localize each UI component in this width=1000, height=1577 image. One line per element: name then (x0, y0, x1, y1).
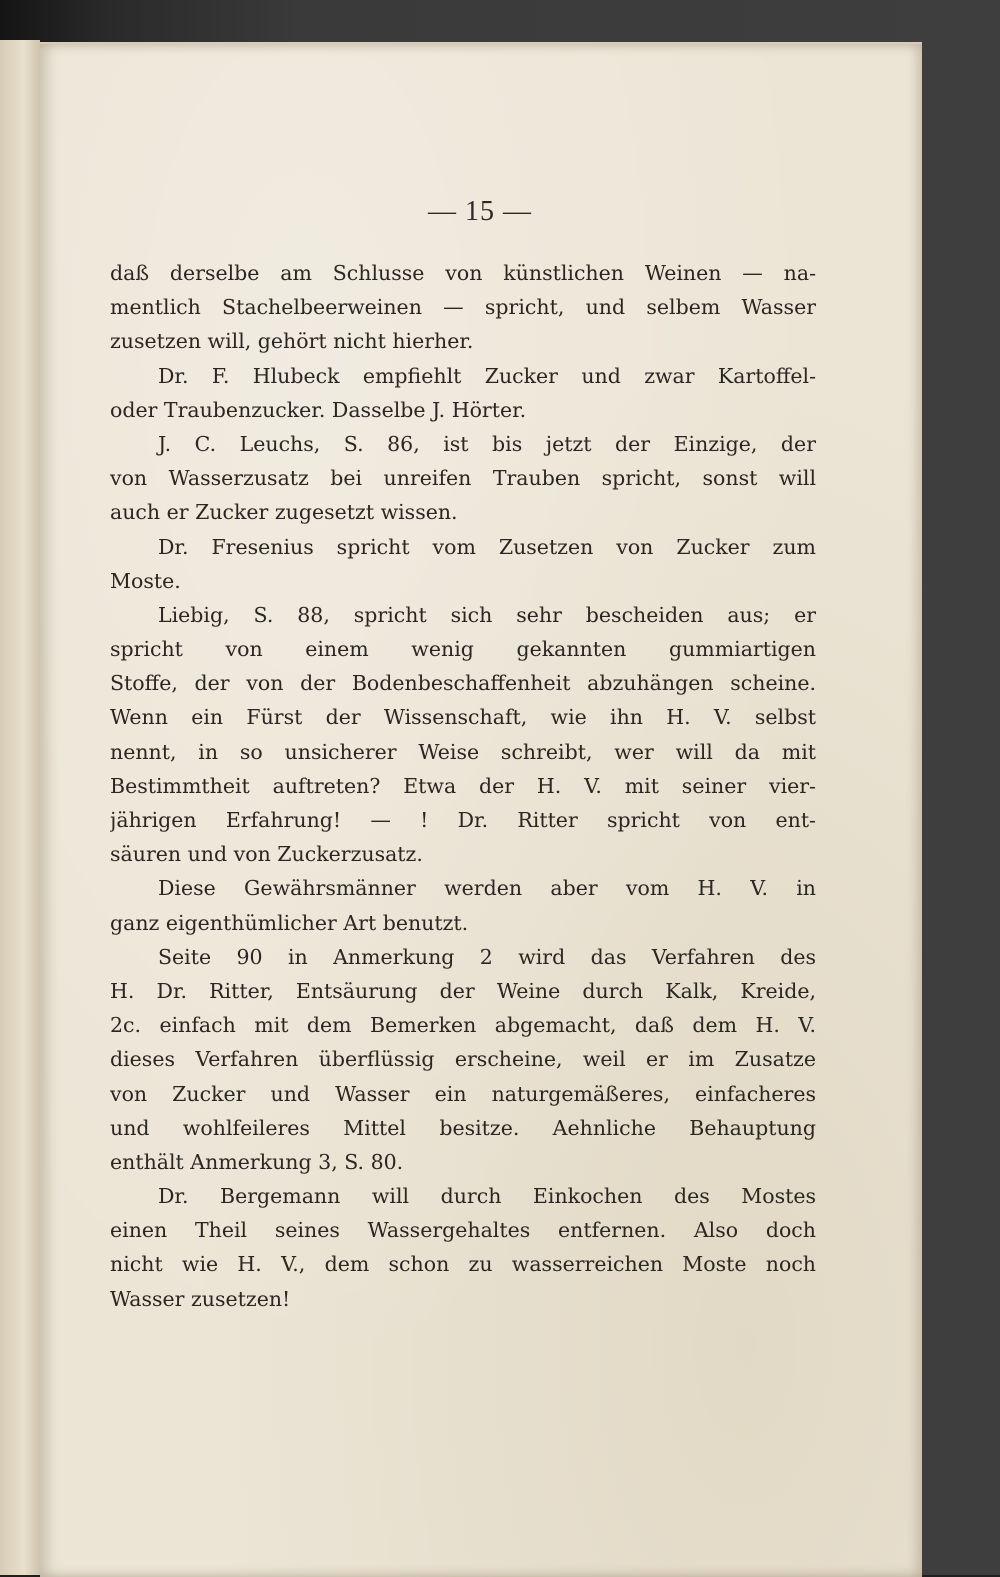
text-line: von Wasserzusatz bei unreifen Trauben spricht, sonst will (110, 466, 816, 491)
text-line: Stoffe, der von der Bodenbeschaffenheit abzuhängen scheine. (110, 671, 816, 696)
text-line: Dr. F. Hlubeck empfiehlt Zucker und zwar Kartoffel- (158, 363, 816, 388)
page-number: — 15 — (428, 196, 532, 227)
text-line: Diese Gewährsmänner werden aber vom H. V. in (158, 876, 816, 901)
text-line: H. Dr. Ritter, Entsäurung der Weine durch Kalk, Kreide, (110, 978, 816, 1003)
text-line: von Zucker und Wasser ein naturgemäßeres, einfacheres (110, 1081, 816, 1106)
book-page (40, 42, 922, 1577)
text-line: und wohlfeileres Mittel besitze. Aehnliche Behauptung (110, 1115, 816, 1140)
text-line: nicht wie H. V., dem schon zu wasserreichen Moste noch (110, 1252, 816, 1277)
text-line: Dr. Bergemann will durch Einkochen des Mostes (158, 1184, 816, 1209)
text-line: Moste. (110, 568, 181, 593)
text-line: nennt, in so unsicherer Weise schreibt, wer will da mit (110, 739, 816, 764)
text-line: spricht von einem wenig gekannten gummiartigen (110, 637, 816, 662)
text-line: Wasser zusetzen! (110, 1286, 291, 1311)
text-line: oder Traubenzucker. Dasselbe J. Hörter. (110, 397, 527, 422)
text-line: zusetzen will, gehört nicht hierher. (110, 329, 474, 354)
body-text (110, 256, 816, 1316)
text-line: J. C. Leuchs, S. 86, ist bis jetzt der Einzige, der (158, 431, 816, 456)
text-line: Bestimmtheit auftreten? Etwa der H. V. mit seiner vier- (110, 773, 816, 798)
text-line: Liebig, S. 88, spricht sich sehr bescheiden aus; er (158, 602, 816, 627)
text-line: daß derselbe am Schlusse von künstlichen Weinen — na- (110, 261, 816, 285)
text-line: dieses Verfahren überflüssig erscheine, weil er im Zusatze (110, 1047, 816, 1072)
text-line: jährigen Erfahrung! — ! Dr. Ritter spricht von ent- (110, 808, 816, 832)
previous-page-edge (0, 40, 40, 1575)
text-line: enthält Anmerkung 3, S. 80. (110, 1149, 404, 1174)
text-line: auch er Zucker zugesetzt wissen. (110, 500, 458, 525)
text-line: einen Theil seines Wassergehaltes entfernen. Also doch (110, 1218, 816, 1243)
text-line: mentlich Stachelbeerweinen — spricht, und selbem Wasser (110, 295, 816, 320)
text-line: Dr. Fresenius spricht vom Zusetzen von Zucker zum (158, 534, 816, 559)
text-line: Seite 90 in Anmerkung 2 wird das Verfahren des (158, 944, 816, 969)
text-line: Wenn ein Fürst der Wissenschaft, wie ihn H. V. selbst (110, 705, 816, 730)
text-line: säuren und von Zuckerzusatz. (110, 842, 423, 867)
text-line: ganz eigenthümlicher Art benutzt. (110, 910, 469, 935)
text-line: 2c. einfach mit dem Bemerken abgemacht, daß dem H. V. (110, 1013, 816, 1038)
